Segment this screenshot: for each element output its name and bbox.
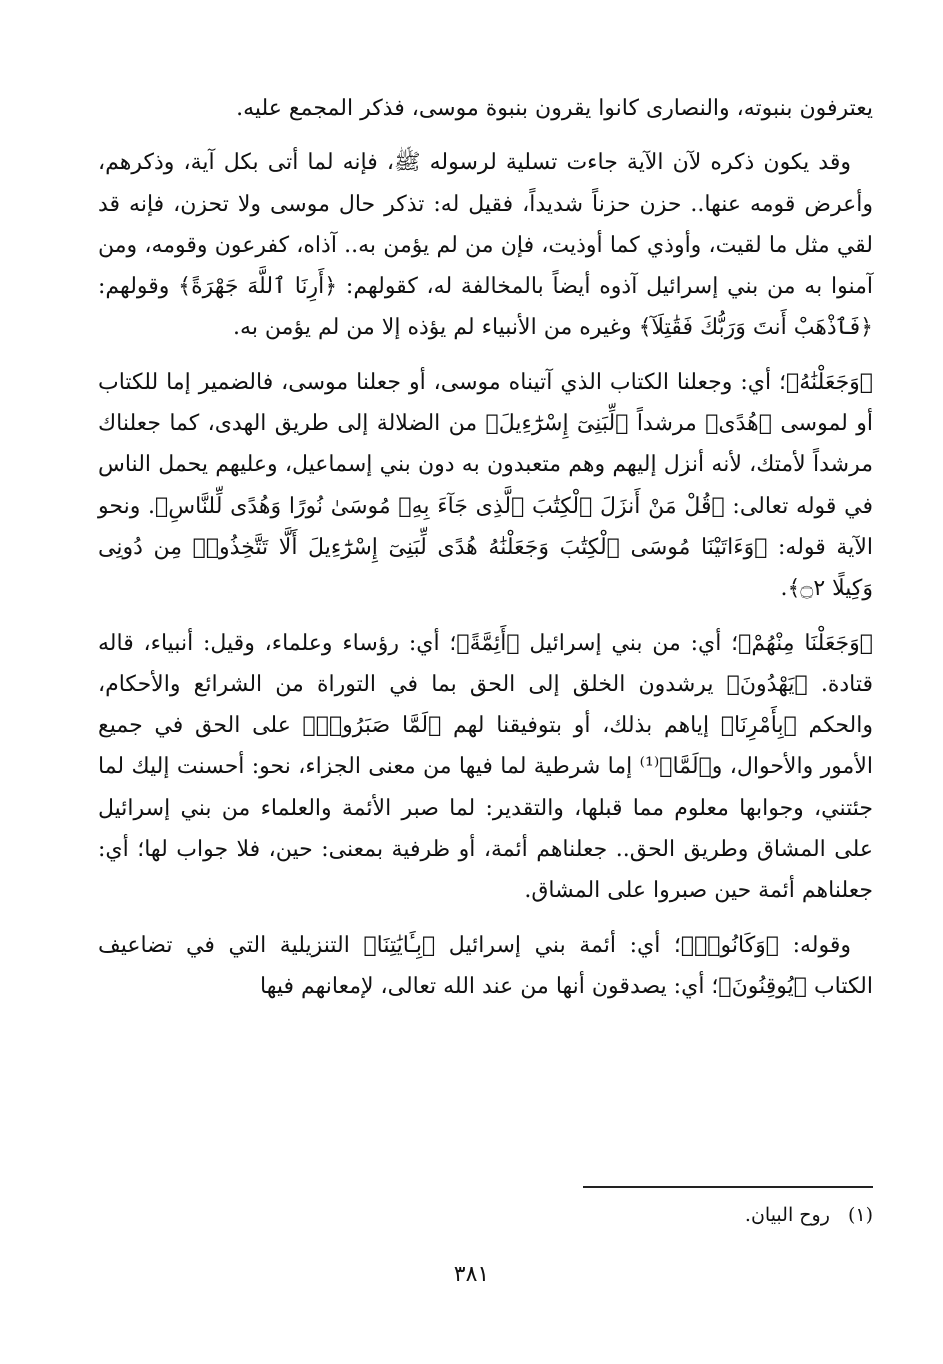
footnote <box>373 1200 873 1230</box>
paragraph-5: وقوله: ﴿وَكَانُوا۟﴾؛ أي: أئمة بني إسرائيل ﴿بِـَٔايَٰتِنَا﴾ التنزيلية التي في تضاعيف الكتاب ﴿يُوقِنُونَ﴾؛ أي: يصدقون أنها من عند الله تعالى، لإمعانهم فيها <box>98 932 873 999</box>
page-number: ٣٨١ <box>453 1262 490 1287</box>
paragraph-3: ﴿وَجَعَلْنَٰهُ﴾؛ أي: وجعلنا الكتاب الذي آتيناه موسى، أو جعلنا موسى، فالضمير إما للكتاب أو لموسى ﴿هُدًى﴾ مرشداً ﴿لِّبَنِىٓ إِسْرَٰٓءِيلَ﴾ من الضلالة إلى طريق الهدى، كما جعلناك مرشداً لأمتك، لأنه أنزل إليهم وهم متعبدون به دون بني إسماعيل، وعليهم يحمل الناس في قوله تعالى: ﴿قُلْ مَنْ أَنزَلَ ٱلْكِتَٰبَ ٱلَّذِى جَآءَ بِهِۦ مُوسَىٰ نُورًا وَهُدًى لِّلنَّاسِ﴾. ونحو الآية قوله: ﴿وَءَاتَيْنَا مُوسَى ٱلْكِتَٰبَ وَجَعَلْنَٰهُ هُدًى لِّبَنِىٓ إِسْرَٰٓءِيلَ أَلَّا تَتَّخِذُوا۟ مِن دُونِى وَكِيلًا ۝٢﴾. <box>98 369 873 602</box>
main-text <box>98 88 873 1007</box>
footnote-divider <box>583 1186 873 1188</box>
paragraph-1: يعترفون بنبوته، والنصارى كانوا يقرون بنبوة موسى، فذكر المجمع عليه. <box>236 96 873 121</box>
footnote-number: (١) <box>847 1204 873 1226</box>
paragraph-2: وقد يكون ذكره لآن الآية جاءت تسلية لرسوله ﷺ، فإنه لما أتى بكل آية، وذكرهم، وأعرض قومه عنها.. حزن حزناً شديداً، فقيل له: تذكر حال موسى ولا تحزن، فإنه قد لقي مثل ما لقيت، وأوذي كما أوذيت، فإن من لم يؤمن به.. آذاه، كفرعون وقومه، ومن آمنوا به من بني إسرائيل آذوه أيضاً بالمخالفة له، كقولهم: ﴿أَرِنَا ٱللَّهَ جَهْرَةً﴾ وقولهم: ﴿فَٱذْهَبْ أَنتَ وَرَبُّكَ فَقَٰتِلَآ﴾ وغيره من الأنبياء لم يؤذه إلا من لم يؤمن به. <box>98 150 873 341</box>
footnote-text: روح البيان. <box>744 1204 830 1226</box>
paragraph-4: ﴿وَجَعَلْنَا مِنْهُمْ﴾؛ أي: من بني إسرائيل ﴿أَئِمَّةً﴾؛ أي: رؤساء وعلماء، وقيل: أنبياء، قاله قتادة. ﴿يَهْدُونَ﴾ يرشدون الخلق إلى الحق بما في التوراة من الشرائع والأحكام، والحكم ﴿بِأَمْرِنَا﴾ إياهم بذلك، أو بتوفيقنا لهم ﴿لَمَّا صَبَرُوا۟﴾ على الحق في جميع الأمور والأحوال، و﴿لَمَّا﴾⁽¹⁾ إما شرطية لما فيها من معنى الجزاء، نحو: أحسنت إليك لما جئتني، وجوابها معلوم مما قبلها، والتقدير: لما صبر الأئمة والعلماء من بني إسرائيل على المشاق وطريق الحق.. جعلناهم أئمة، أو ظرفية بمعنى: حين، فلا جواب لها؛ أي: جعلناهم أئمة حين صبروا على المشاق. <box>98 630 873 904</box>
